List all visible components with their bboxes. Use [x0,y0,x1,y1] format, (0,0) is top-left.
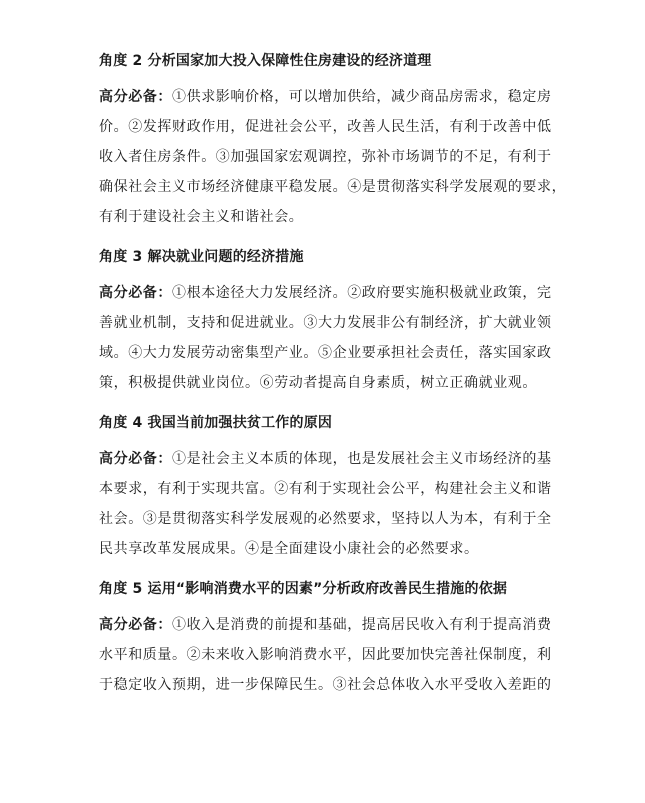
section-heading: 角度 4 我国当前加强扶贫工作的原因 [99,415,333,431]
section-body [99,278,551,398]
body-line: 善就业机制，支持和促进就业。③大力发展非公有制经济，扩大就业领 [99,315,552,331]
section-label: 高分必备： [99,617,172,633]
section-label: 高分必备： [99,451,172,467]
section-heading: 角度 2 分析国家加大投入保障性住房建设的经济道理 [99,53,432,69]
body-line: 本要求，有利于实现共富。②有利于实现社会公平，构建社会主义和谐 [99,481,552,497]
body-line: 民共享改革发展成果。④是全面建设小康社会的必然要求。 [99,541,479,557]
section-angle-4 [99,412,551,564]
body-line: 高分必备：①是社会主义本质的体现，也是发展社会主义市场经济的基 [99,451,552,467]
section-angle-2 [99,50,567,232]
section-body [99,610,551,700]
body-line: 高分必备：①收入是消费的前提和基础，提高居民收入有利于提高消费 [99,617,552,633]
body-line: 高分必备：①根本途径大力发展经济。②政府要实施积极就业政策，完 [99,285,552,301]
section-label: 高分必备： [99,89,172,105]
body-line: 策，积极提供就业岗位。⑥劳动者提高自身素质，树立正确就业观。 [99,375,537,391]
section-heading: 角度 5 运用“影响消费水平的因素”分析政府改善民生措施的依据 [99,581,508,597]
document-page [99,50,567,700]
section-body [99,444,551,564]
body-line: 域。④大力发展劳动密集型产业。⑤企业要承担社会责任，落实国家政 [99,345,552,361]
section-label: 高分必备： [99,285,172,301]
section-heading: 角度 3 解决就业问题的经济措施 [99,249,304,265]
body-line: 价。②发挥财政作用，促进社会公平，改善人民生活，有利于改善中低 [99,119,552,135]
body-line: 有利于建设社会主义和谐社会。 [99,209,304,225]
body-line: 社会。③是贯彻落实科学发展观的必然要求，坚持以人为本，有利于全 [99,511,552,527]
body-line: 高分必备：①供求影响价格，可以增加供给，减少商品房需求，稳定房 [99,89,552,105]
body-line: 确保社会主义市场经济健康平稳发展。④是贯彻落实科学发展观的要求， [99,179,567,195]
body-line: 收入者住房条件。③加强国家宏观调控，弥补市场调节的不足，有利于 [99,149,552,165]
section-body [99,82,567,232]
body-line: 水平和质量。②未来收入影响消费水平，因此要加快完善社保制度，利 [99,647,552,663]
section-angle-5 [99,578,551,700]
section-angle-3 [99,246,551,398]
body-line: 于稳定收入预期，进一步保障民生。③社会总体收入水平受收入差距的 [99,677,552,693]
